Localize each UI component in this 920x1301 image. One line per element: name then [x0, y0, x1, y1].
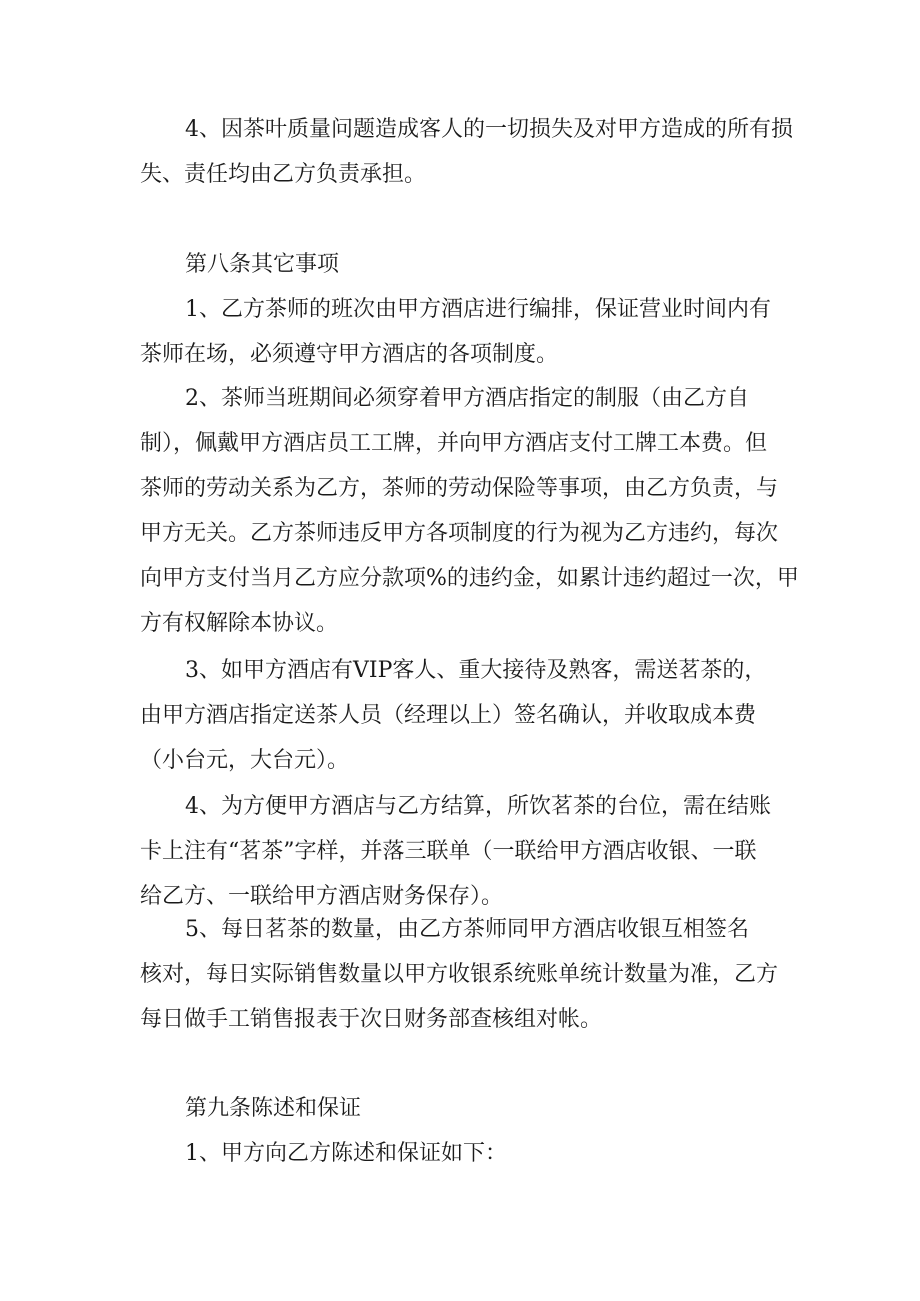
paragraph-line: 向甲方支付当月乙方应分款项%的违约金，如累计违约超过一次，甲	[140, 566, 799, 591]
paragraph-line: 1、甲方向乙方陈述和保证如下：	[185, 1141, 507, 1166]
paragraph-line: 方有权解除本协议。	[140, 611, 339, 636]
paragraph-line: 每日做手工销售报表于次日财务部查核组对帐。	[140, 1007, 603, 1032]
paragraph-line: 4、为方便甲方酒店与乙方结算，所饮茗茶的台位，需在结账	[185, 794, 771, 819]
paragraph-line: 5、每日茗茶的数量，由乙方茶师同甲方酒店收银互相签名	[185, 917, 749, 942]
paragraph-line: 4、因茶叶质量问题造成客人的一切损失及对甲方造成的所有损	[185, 117, 793, 142]
paragraph-line: 3、如甲方酒店有VIP客人、重大接待及熟客，需送茗茶的，	[185, 658, 767, 683]
paragraph-line: 1、乙方茶师的班次由甲方酒店进行编排，保证营业时间内有	[185, 297, 771, 322]
paragraph-line: 茶师的劳动关系为乙方，茶师的劳动保险等事项，由乙方负责，与	[140, 476, 779, 501]
paragraph-line: 卡上注有“茗茶”字样，并落三联单（一联给甲方酒店收银、一联	[140, 839, 757, 864]
paragraph-line: 制），佩戴甲方酒店员工工牌，并向甲方酒店支付工牌工本费。但	[140, 431, 768, 456]
paragraph-line: 2、茶师当班期间必须穿着甲方酒店指定的制服（由乙方自	[185, 386, 749, 411]
paragraph-line: （小台元，大台元）。	[140, 748, 350, 773]
paragraph-line: 由甲方酒店指定送茶人员（经理以上）签名确认，并收取成本费	[140, 703, 757, 728]
section-heading: 第九条陈述和保证	[185, 1096, 362, 1121]
paragraph-line: 茶师在场，必须遵守甲方酒店的各项制度。	[140, 342, 559, 367]
paragraph-line: 给乙方、一联给甲方酒店财务保存）。	[140, 884, 504, 909]
paragraph-line: 失、责任均由乙方负责承担。	[140, 162, 427, 187]
paragraph-line: 甲方无关。乙方茶师违反甲方各项制度的行为视为乙方违约，每次	[140, 521, 779, 546]
paragraph-line: 核对，每日实际销售数量以甲方收银系统账单统计数量为准，乙方	[140, 962, 779, 987]
section-heading: 第八条其它事项	[185, 252, 340, 277]
